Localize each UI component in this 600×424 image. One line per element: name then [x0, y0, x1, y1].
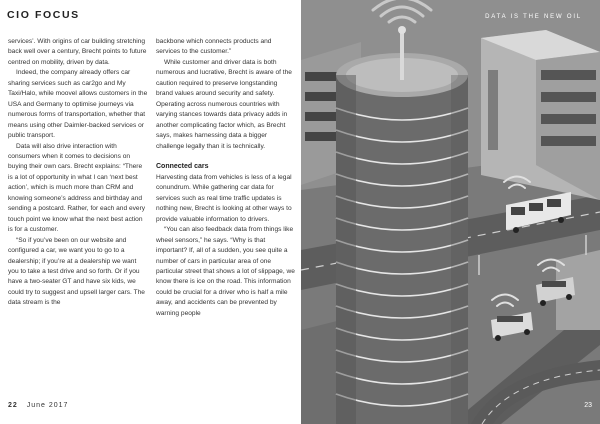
subheading: Connected cars — [156, 163, 209, 171]
paragraph: Data will also drive interaction with consumers when it comes to decisions on buying their own cars. Brecht explains: “There is a lot of opportunity in what I can ‘next best action’, which is much more than CRM and knowing someone’s address and birthday and sending a postcard. Rather, for each and every touch point we know what the next best action is for a customer. — [8, 142, 146, 234]
section-label: CIO FOCUS — [7, 9, 80, 21]
page-number: 22 — [8, 402, 18, 409]
cylinder-tower — [336, 26, 468, 424]
paragraph: While customer and driver data is both numerous and lucrative, Brecht is aware of the caution required to preserve longstanding brand values around security and safety. Operating across numerous countries with varying stances towards data privacy adds in another complicating factor which, as Brecht says, makes harnessing data a bigger challenge legally than it is technically. — [156, 58, 292, 150]
section-header: DATA IS THE NEW OIL — [485, 14, 582, 20]
page-footer — [8, 402, 68, 409]
paragraph: services’. With origins of car building stretching back well over a century, Brecht points to future centred on mobility, driven by data. — [8, 38, 147, 66]
city-data-illustration — [301, 0, 600, 424]
illustration-page — [301, 0, 600, 424]
building — [301, 320, 341, 424]
article-column-2 — [156, 37, 296, 319]
paragraph: Indeed, the company already offers car sharing services such as car2go and My Taxi/Halo, while moovel allows customers in the USA and Germany to optimise journeys via numerous forms of transportation, whether that means using other Daimler-backed services or public transport. — [8, 69, 148, 140]
office-building — [481, 30, 600, 200]
paragraph: “So if you’ve been on our website and configured a car, we want you to go to a dealership; if you’re at a dealership we want you to take a test drive and so forth. Or if you have a two-seater GT and have six kids, we could try to suggest and upsell larger cars. The data stream is the — [8, 236, 145, 307]
paragraph: backbone which connects products and services to the customer.” — [156, 38, 272, 56]
paragraph: “You can also feedback data from things like wheel sensors,” he says. “Why is that important? If, all of a sudden, you see quite a number of cars in particular area of one particular street that shows a lot of slippage, we know there is ice on the road. This information could be crucial for a driver who is half a mile away, and accidents can be prevented by warning people — [156, 226, 295, 317]
paragraph: Harvesting data from vehicles is less of a legal conundrum. While gathering car data for services such as real time traffic updates is nothing new, Brecht is looking at other ways to provide valuable information to drivers. — [156, 173, 292, 223]
issue-date: June 2017 — [26, 402, 69, 409]
page-number: 23 — [584, 402, 592, 409]
article-column-1 — [8, 37, 148, 309]
